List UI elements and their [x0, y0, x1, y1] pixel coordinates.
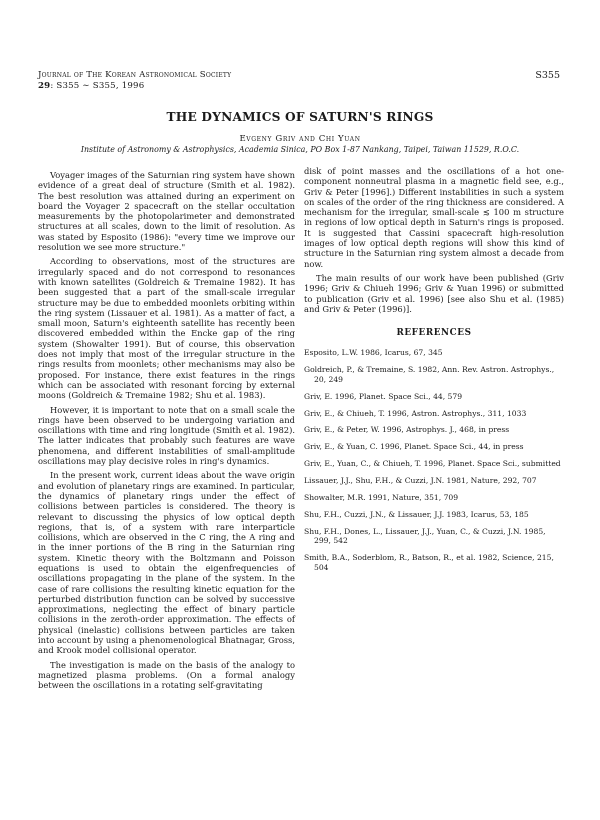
body-paragraph: The main results of our work have been published (Griv 1996; Griv & Chiueh 1996; Griv & Yuan 1996) or submitted to publication (Griv et al. 1996) [see also Shu et al. (1985) and Griv & Peter (1996)]. [304, 272, 564, 314]
reference-item: Showalter, M.R. 1991, Nature, 351, 709 [304, 493, 459, 503]
journal-pages: : S355 ∼ S355, 1996 [50, 81, 145, 91]
page-number: S355 [535, 70, 560, 81]
reference-item: Griv, E. 1996, Planet. Space Sci., 44, 579 [304, 391, 463, 401]
body-paragraph: In the present work, current ideas about the wave origin and evolution of planetary rings are examined. In particular, the dynamics of planetary rings under the effect of collisions between particles is considered. The theory is relevant to discussing the physics of low optical depth regions, that is, of a system with rare interparticle collisions, which are observed in the C ring, the A ring and in the inner portions of the B ring in the Saturnian ring system. Kinetic theory with the Boltzmann and Poisson equations is used to obtain the eigenfrequencies of oscillations propagating in the plane of the system. In the case of rare collisions the resulting kinetic equation for the perturbed distribution function can be solved by successive approximations, neglecting the effect of binary particle collisions in the zeroth-order approximation. The effects of physical (inelastic) collisions between particles are taken into account by using a phenomenological Bhatnagar, Gross, and Krook model collisional operator. [38, 470, 295, 656]
body-paragraph: disk of point masses and the oscillations of a hot one-component nonneutral plasma in a magnetic field see, e.g., Griv & Peter [1996].) Different instabilities in such a system on scales of the order of the ring thickness are considered. A mechanism for the irregular, small-scale ≲ 100 m structure in regions of low optical depth in Saturn's rings is proposed. It is suggested that Cassini spacecraft high-resolution images of low optical depth regions will show this kind of structure in the Saturnian ring system almost a decade from now. [304, 166, 564, 269]
paper-affiliation: Institute of Astronomy & Astrophysics, Academia Sinica, PO Box 1-87 Nankang, Taipei, Taiwan 11529, R.O.C. [80, 145, 520, 154]
references-heading: REFERENCES [396, 328, 472, 339]
reference-item: Griv, E., & Peter, W. 1996, Astrophys. J., 468, in press [304, 425, 510, 435]
reference-list [304, 348, 564, 572]
reference-item: Griv, E., Yuan, C., & Chiueh, T. 1996, Planet. Space Sci., submitted [304, 459, 561, 469]
reference-item: Goldreich, P., & Tremaine, S. 1982, Ann. Rev. Astron. Astrophys., 20, 249 [304, 365, 555, 384]
journal-volume: 29 [38, 81, 51, 91]
paper-title: THE DYNAMICS OF SATURN'S RINGS [166, 110, 434, 124]
reference-item: Griv, E., & Yuan, C. 1996, Planet. Space Sci., 44, in press [304, 442, 524, 452]
reference-item: Lissauer, J.J., Shu, F.H., & Cuzzi, J.N. 1981, Nature, 292, 707 [304, 476, 537, 486]
left-column [38, 170, 295, 695]
body-paragraph: The investigation is made on the basis of the analogy to magnetized plasma problems. (On a formal analogy between the oscillations in a rotating self-gravitating [38, 659, 295, 691]
reference-item: Griv, E., & Chiueh, T. 1996, Astron. Astrophys., 311, 1033 [304, 408, 527, 418]
journal-citation [38, 81, 231, 92]
paper-authors: Evgeny Griv and Chi Yuan [239, 134, 361, 144]
body-paragraph: According to observations, most of the structures are irregularly spaced and do not correspond to resonances with known satellites (Goldreich & Tremaine 1982). It has been suggested that a part of the small-scale irregular structure may be due to embedded moonlets orbiting within the ring system (Lissauer et al. 1981). As a matter of fact, a small moon, Saturn's eighteenth satellite has recently been discovered embedded within the Encke gap of the ring system (Showalter 1991). But of course, this observation does not imply that most of the irregular structure in the rings results from moonlets; other mechanisms may also be proposed. For instance, there exist features in the rings which can be associated with resonant forcing by external moons (Goldreich & Tremaine 1982; Shu et al. 1983). [38, 256, 295, 401]
body-paragraph: Voyager images of the Saturnian ring system have shown evidence of a great deal of structure (Smith et al. 1982). The best resolution was attained during an experiment on board the Voyager 2 spacecraft on the stellar occultation measurements by the photopolarimeter and demonstrated structures at all scales, down to the limit of resolution. As was stated by Esposito (1986): "every time we improve our resolution we see more structure." [38, 170, 295, 253]
reference-item: Smith, B.A., Soderblom, R., Batson, R., et al. 1982, Science, 215, 504 [304, 553, 554, 572]
right-column [304, 166, 564, 580]
body-paragraph: However, it is important to note that on a small scale the rings have been observed to be undergoing variation and oscillations with time and ring longitude (Smith et al. 1982). The latter indicates that probably such features are wave phenomena, and different instabilities of small-amplitude oscillations may play decisive roles in ring's dynamics. [38, 404, 295, 467]
reference-item: Esposito, L.W. 1986, Icarus, 67, 345 [304, 348, 443, 358]
journal-header [38, 70, 231, 92]
reference-item: Shu, F.H., Dones, L., Lissauer, J.J., Yuan, C., & Cuzzi, J.N. 1985, 299, 542 [304, 526, 546, 546]
reference-item: Shu, F.H., Cuzzi, J.N., & Lissauer, J.J. 1983, Icarus, 53, 185 [304, 510, 529, 520]
journal-name: Journal of The Korean Astronomical Society [38, 70, 232, 80]
